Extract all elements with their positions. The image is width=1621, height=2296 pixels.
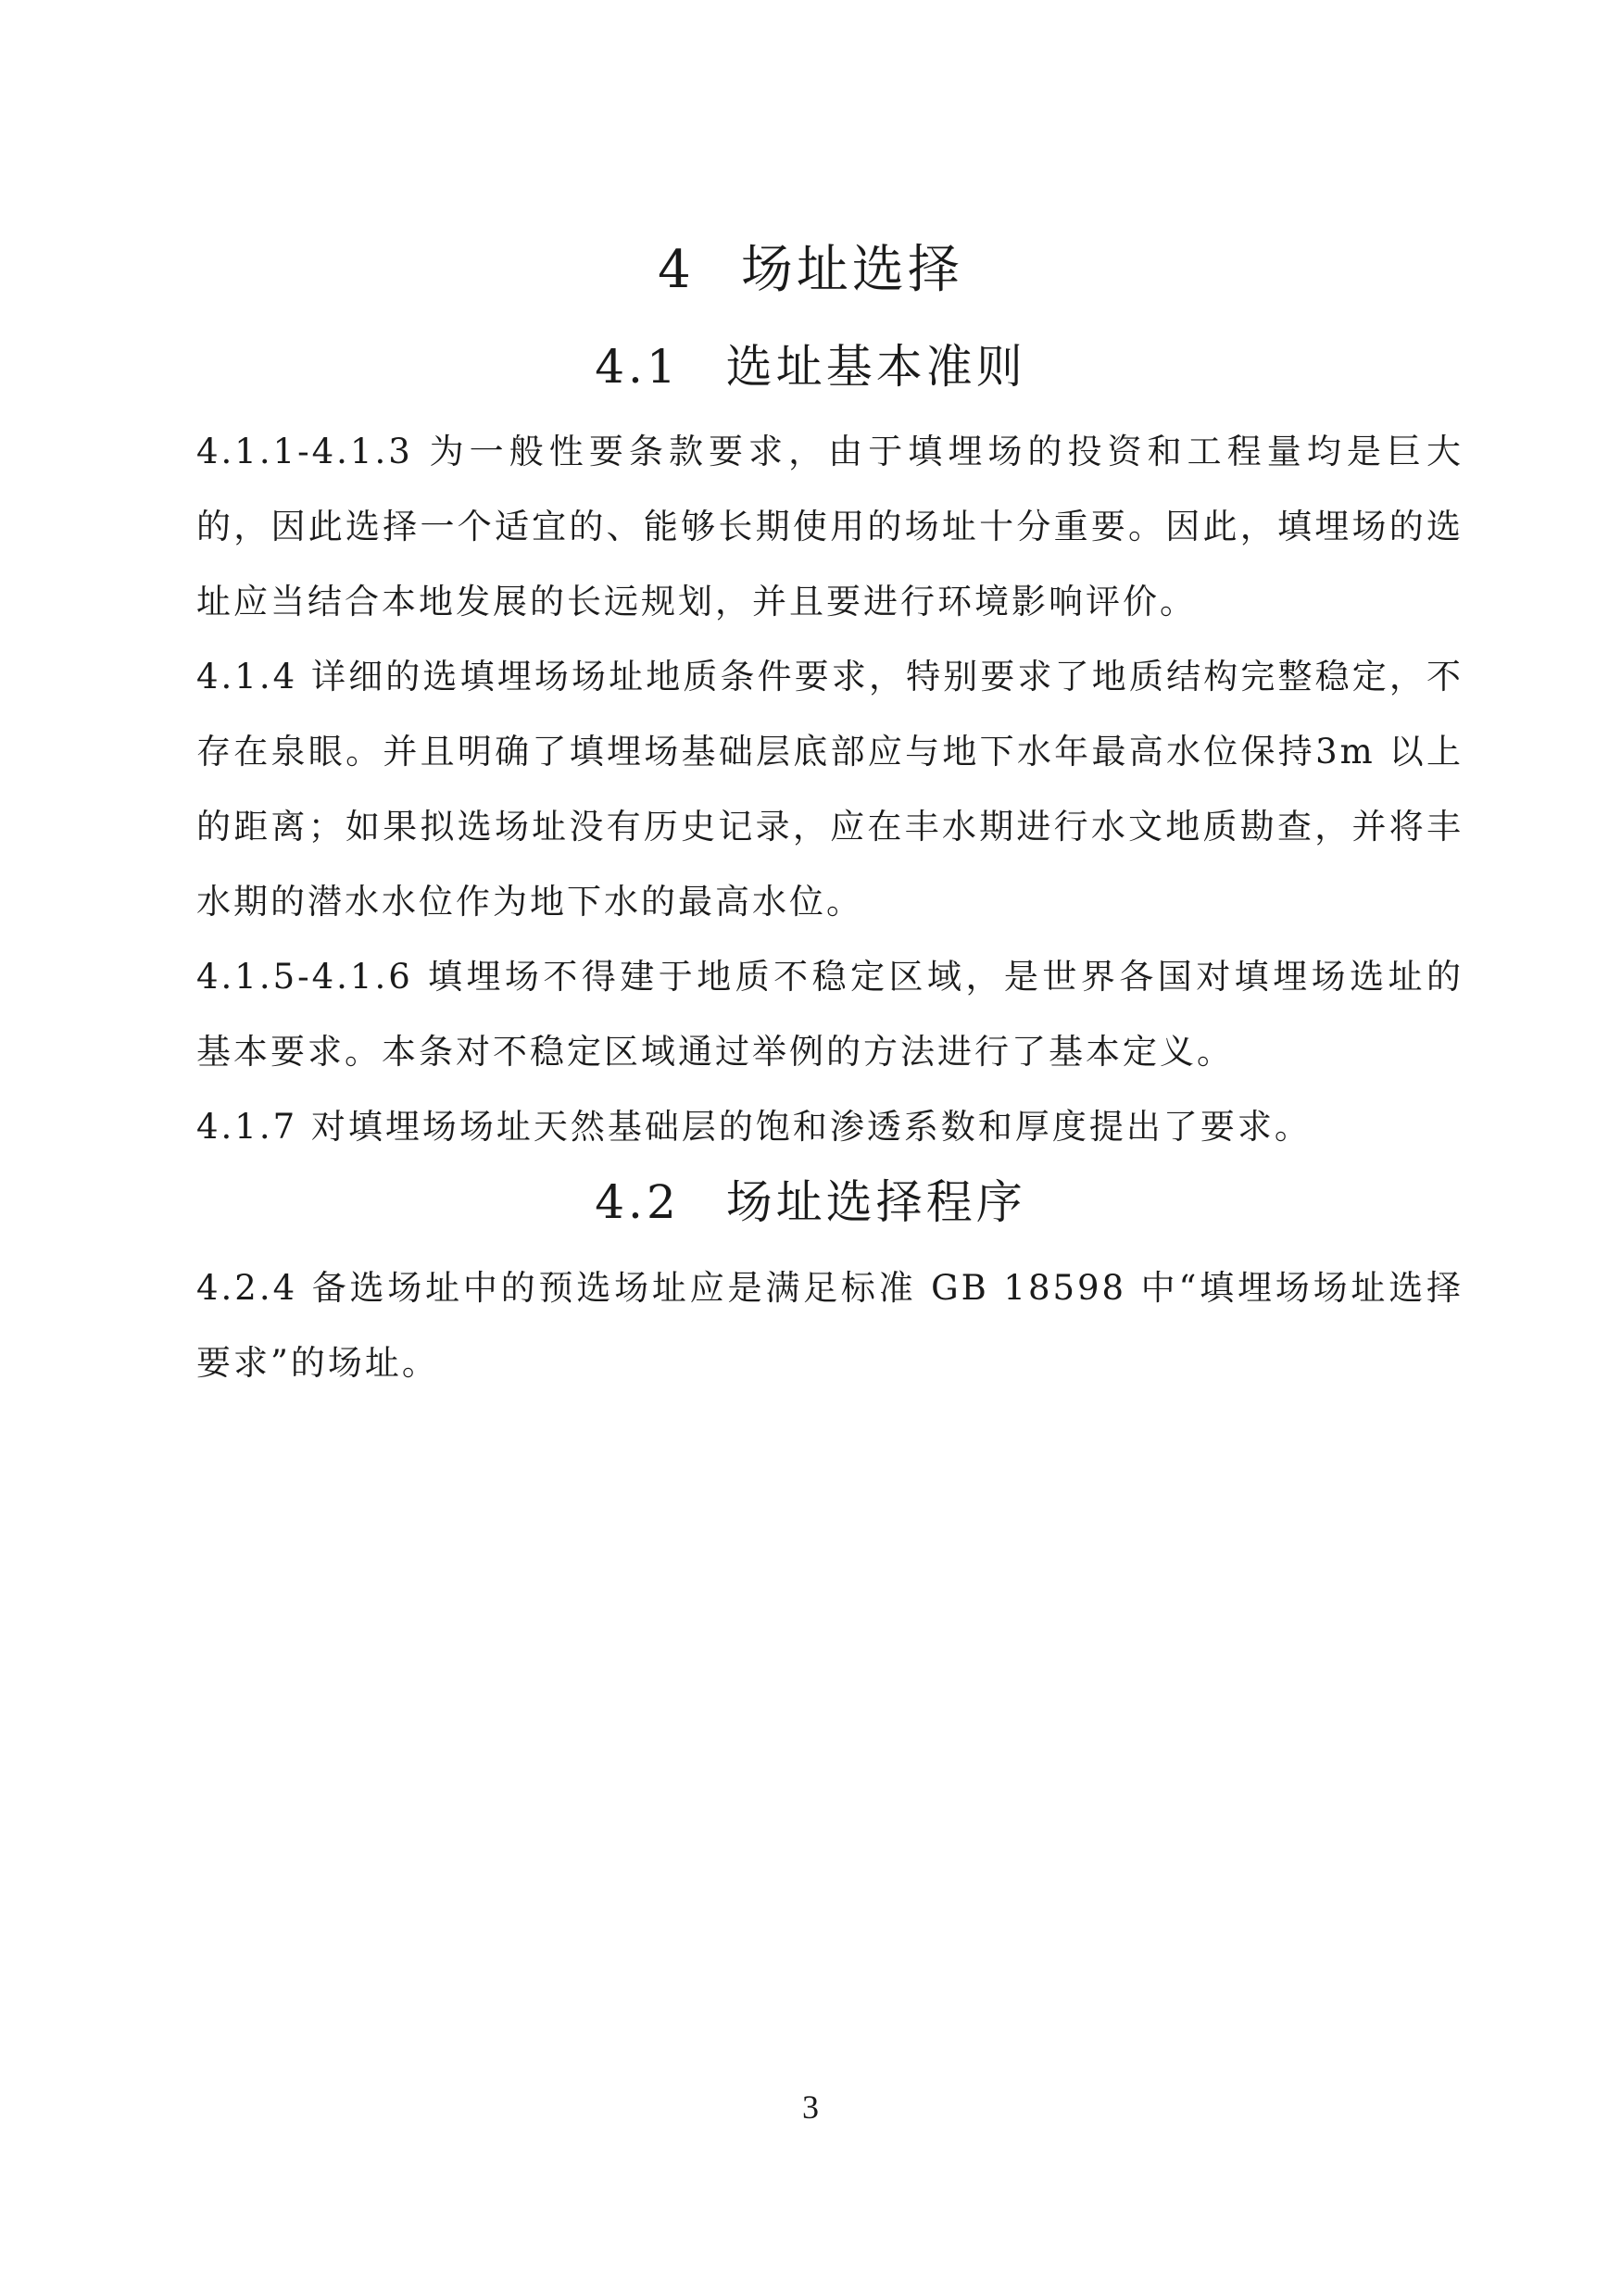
paragraph-4-1-4: 4.1.4 详细的选填埋场场址地质条件要求，特别要求了地质结构完整稳定，不存在泉眼。并且明确了填埋场基础层底部应与地下水年最高水位保持3m 以上的距离；如果拟选场址没有历史记录，应在丰水期进行水文地质勘查，并将丰水期的潜水水位作为地下水的最高水位。 (196, 657, 1464, 922)
section-title-text: 场址选择程序 (725, 1175, 1026, 1229)
section-title-text: 选址基本准则 (725, 340, 1026, 394)
page-number: 3 (802, 2089, 819, 2126)
paragraph-4-2-4: 4.2.4 备选场址中的预选场址应是满足标准 GB 18598 中“填埋场场址选择要求”的场址。 (196, 1268, 1464, 1383)
paragraph-4-1-7: 4.1.7 对填埋场场址天然基础层的饱和渗透系数和厚度提出了要求。 (196, 1107, 1312, 1147)
chapter-number: 4 (658, 240, 695, 300)
section-title-4-2 (0, 1169, 1621, 1236)
paragraph-4-1-5: 4.1.5-4.1.6 填埋场不得建于地质不稳定区域，是世界各国对填埋场选址的基本要求。本条对不稳定区域通过举例的方法进行了基本定义。 (196, 957, 1464, 1072)
section-number: 4.1 (595, 340, 680, 394)
paragraph-4-1-1: 4.1.1-4.1.3 为一般性要条款要求，由于填埋场的投资和工程量均是巨大的，因此选择一个适宜的、能够长期使用的场址十分重要。因此，填埋场的选址应当结合本地发展的长远规划，并且要进行环境影响评价。 (196, 432, 1464, 621)
section-title-4-1 (0, 333, 1621, 400)
chapter-title-text: 场址选择 (740, 240, 963, 300)
section-number: 4.2 (595, 1175, 680, 1229)
chapter-title (0, 233, 1621, 307)
